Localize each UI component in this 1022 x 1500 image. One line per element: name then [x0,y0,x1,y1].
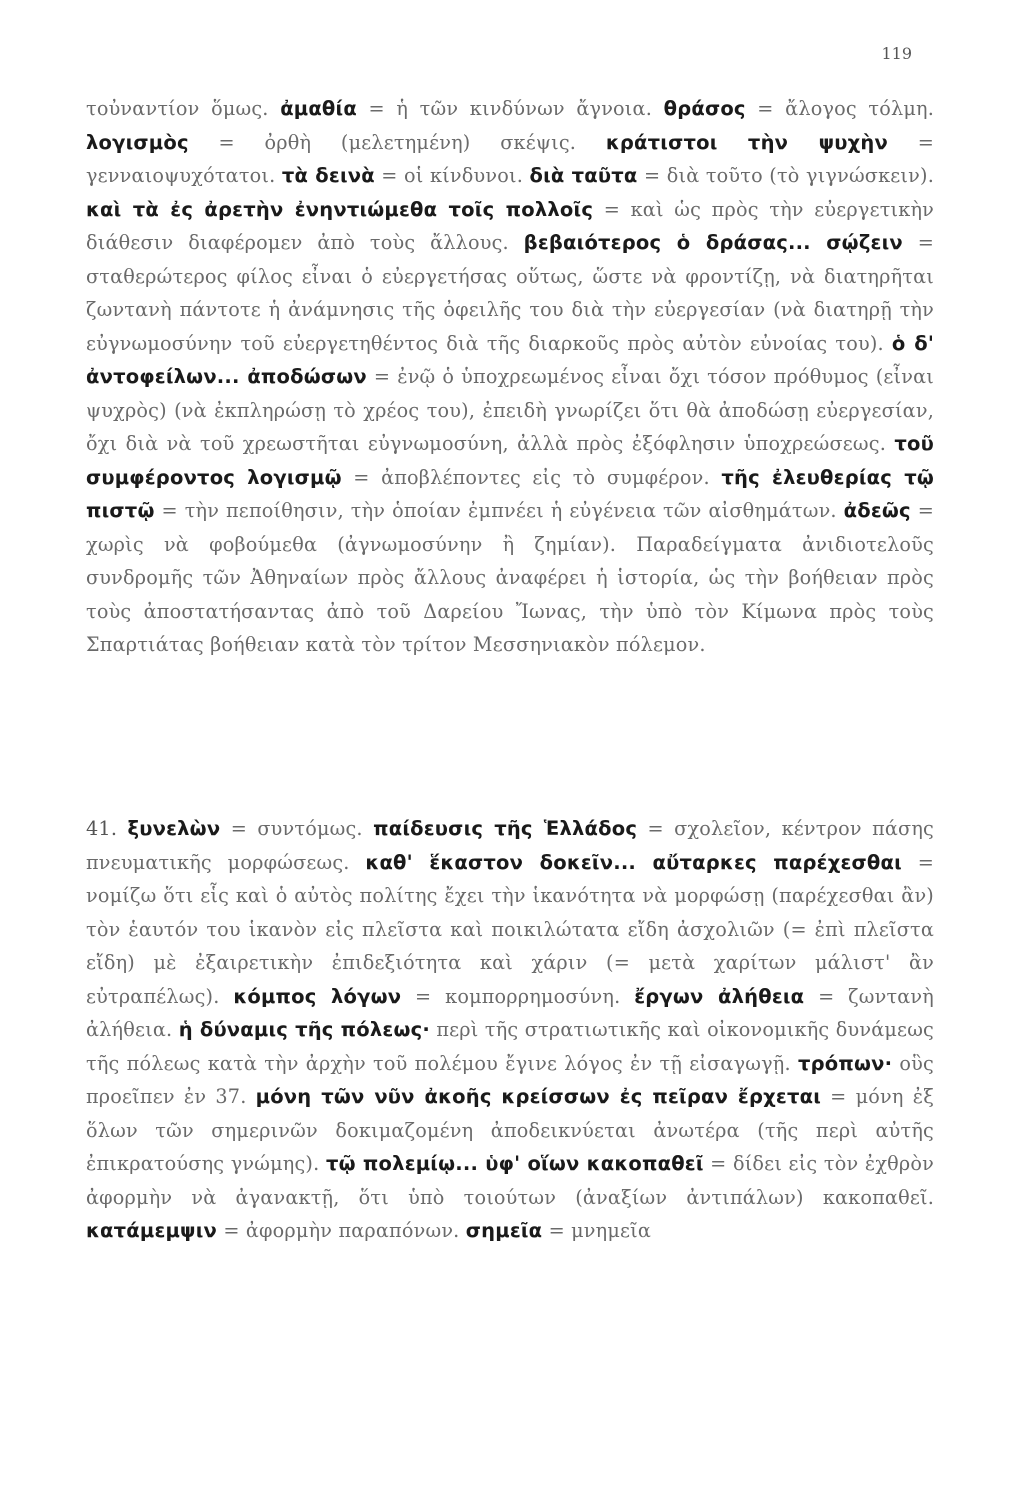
page-number: 119 [881,44,912,63]
lemma-term: κατάμεμψιν [86,1219,218,1242]
lemma-term: ἀδεῶς [843,499,911,522]
lemma-term: λογισμὸς [86,130,189,154]
lemma-term: καθ' ἕκαστον δοκεῖν... αὔταρκες παρέχεσθαι [365,850,902,874]
lemma-term: ἀμαθία [280,97,357,120]
gloss-text: = γενναιοψυχότατοι. [86,130,934,187]
gloss-text: οὓς προεῖπεν ἐν 37. [86,1051,934,1108]
gloss-text: = κομπορρημοσύνη. [401,984,635,1008]
gloss-text: = ἀποβλέποντες εἰς τὸ συμφέρον. [341,465,722,489]
lemma-term: τοῦ συμφέροντος λογισμῷ [86,432,934,489]
section-number: 41. [86,817,128,840]
gloss-text: περὶ τῆς στρατιωτικῆς καὶ οἰκονομικῆς δυνάμεως τῆς πόλεως κατὰ τὴν ἀρχὴν τοῦ πολέμου ἔγινε λόγος ἐν τῇ εἰσαγωγῇ. [86,1018,934,1075]
lemma-term: βεβαιότερος ὁ δράσας... σῴζειν [523,231,903,254]
lemma-term: θράσος [663,97,746,120]
gloss-text: = ὀρθὴ (μελετημένη) σκέψις. [188,130,606,154]
gloss-text: = νομίζω ὅτι εἷς καὶ ὁ αὐτὸς πολίτης ἔχει τὴν ἱκανότητα νὰ μορφώσῃ (παρέχεσθαι ἂν) τὸν ἑαυτόν του ἱκανὸν εἰς πλεῖστα καὶ ποικιλώτατα εἴδη ἀσχολιῶν (= ἐπὶ πλεῖστα εἴδη) μὲ ἐξαιρετικὴν ἐπιδεξιότητα καὶ χάριν (= μετὰ χαρίτων μάλιστ' ἂν εὐτραπέλως). [86,850,934,1008]
lemma-term: παίδευσις τῆς Ἑλλάδος [373,817,638,840]
gloss-text: = μόνη ἐξ ὅλων τῶν σημερινῶν δοκιμαζομένη ἀποδεικνύεται ἀνωτέρα (τῆς περὶ αὐτῆς ἐπικρατούσης γνώμης). [86,1085,935,1175]
gloss-text: = ἀφορμὴν παραπόνων. [217,1219,466,1242]
lemma-term: καὶ τὰ ἐς ἀρετὴν ἐνηντιώμεθα τοῖς πολλοῖς [86,197,594,221]
gloss-text: = σταθερώτερος φίλος εἶναι ὁ εὐεργετήσας οὕτως, ὥστε νὰ φροντίζῃ, νὰ διατηρῆται ζωντανὴ πάντοτε ἡ ἀνάμνησις τῆς ὀφειλῆς του διὰ τὴν εὐεργεσίαν (νὰ διατηρῇ τὴν εὐγνωμοσύνην τοῦ εὐεργετηθέντος διὰ τῆς διαρκοῦς πρὸς αὐτὸν εὐνοίας του). [86,231,934,355]
gloss-text: τοὐναντίον ὅμως. [86,97,281,120]
lemma-term: τρόπων· [797,1051,893,1075]
gloss-text: = ἐνῷ ὁ ὑποχρεωμένος εἶναι ὄχι τόσον πρόθυμος (εἶναι ψυχρὸς) (νὰ ἐκπληρώσῃ τὸ χρέος του), ἐπειδὴ γνωρίζει ὅτι θὰ ἀποδώσῃ εὐεργεσίαν, ὄχι διὰ νὰ τοῦ χρεωστῆται εὐγνωμοσύνη, ἀλλὰ πρὸς ἐξόφλησιν ὑποχρεώσεως. [86,365,934,455]
gloss-text: = μνημεῖα [542,1219,652,1242]
lemma-term: τῷ πολεμίῳ... ὑφ' οἵων κακοπαθεῖ [325,1152,704,1175]
lemma-term: ὁ δ' ἀντοφείλων... ἀποδώσων [86,331,934,388]
lemma-term: τῆς ἐλευθερίας τῷ πιστῷ [86,465,935,522]
lemma-term: κόμπος λόγων [233,984,402,1008]
lemma-term: μόνη τῶν νῦν ἀκοῆς κρείσσων ἐς πεῖραν ἔρχεται [255,1085,822,1108]
lemma-term: διὰ ταῦτα [529,164,638,187]
commentary-paragraph-2 [86,812,934,1248]
gloss-text: = ἡ τῶν κινδύνων ἄγνοια. [356,97,664,120]
lemma-term: κράτιστοι τὴν ψυχὴν [605,130,888,154]
gloss-text: = συντόμως. [220,817,374,840]
gloss-text: = σχολεῖον, κέντρον πάσης πνευματικῆς μορφώσεως. [86,817,934,874]
gloss-text: = καὶ ὡς πρὸς τὴν εὐεργετικὴν διάθεσιν διαφέρομεν ἀπὸ τοὺς ἄλλους. [86,197,935,254]
commentary-paragraph-1 [86,92,934,662]
lemma-term: ἔργων ἀλήθεια [634,984,805,1008]
gloss-text: = ἄλογος τόλμη. [745,97,934,120]
lemma-term: τὰ δεινὰ [281,164,375,187]
gloss-text: = διὰ τοῦτο (τὸ γιγνώσκειν). [637,164,934,187]
gloss-text: = οἱ κίνδυνοι. [374,164,530,187]
lemma-term: ἡ δύναμις τῆς πόλεως· [178,1018,430,1041]
gloss-text: = ζωντανὴ ἀλήθεια. [86,984,934,1041]
gloss-text: = δίδει εἰς τὸν ἐχθρὸν ἀφορμὴν νὰ ἀγανακτῇ, ὅτι ὑπὸ τοιούτων (ἀναξίων ἀντιπάλων) κακοπαθεῖ. [86,1152,934,1209]
lemma-term: σημεῖα [465,1219,543,1242]
gloss-text: = χωρὶς νὰ φοβούμεθα (ἀγνωμοσύνην ἢ ζημίαν). Παραδείγματα ἀνιδιοτελοῦς συνδρομῆς τῶν Ἀθηναίων πρὸς ἄλλους ἀναφέρει ἡ ἱστορία, ὡς τὴν βοήθειαν πρὸς τοὺς ἀποστατήσαντας ἀπὸ τοῦ Δαρείου Ἴωνας, τὴν ὑπὸ τὸν Κίμωνα πρὸς τοὺς Σπαρτιάτας βοήθειαν κατὰ τὸν τρίτον Μεσσηνιακὸν πόλεμον. [86,499,935,656]
lemma-term: ξυνελὼν [127,817,221,840]
gloss-text: = τὴν πεποίθησιν, τὴν ὁποίαν ἐμπνέει ἡ εὐγένεια τῶν αἰσθημάτων. [154,499,844,522]
